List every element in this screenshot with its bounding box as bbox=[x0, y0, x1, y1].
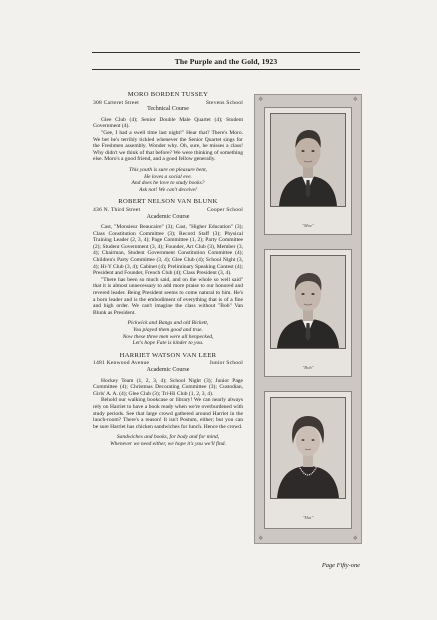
page-header: The Purple and the Gold, 1923 bbox=[174, 57, 278, 66]
corner-ornament-icon: ❖ bbox=[352, 536, 358, 542]
student-name: HARRIET WATSON VAN LEER bbox=[119, 351, 217, 359]
address-line bbox=[93, 207, 243, 214]
activities-paragraph: Glee Club (4); Senior Double Male Quartet (4); Student Government (4). bbox=[93, 116, 243, 130]
verse bbox=[93, 434, 243, 447]
verse-line: He loves a social eve. bbox=[144, 173, 192, 180]
photo-frame-hat bbox=[264, 391, 352, 529]
student-name: MORO BORDEN TUSSEY bbox=[127, 91, 209, 98]
activities-paragraph: Hockey Team (1, 2, 3, 4); School Night (3); Junior Page Committee (4); Christmas Decorating Committee (3); Custodian, Girls' A. A. (4); Glee Club (3); Tri-Hi Club (1, 2, 3, 4). bbox=[93, 377, 243, 397]
portrait-photo bbox=[270, 255, 346, 349]
portrait-photo bbox=[270, 397, 346, 499]
verse-line: Pickwick and Bangs and old Bickett, bbox=[127, 320, 209, 327]
corner-ornament-icon: ❖ bbox=[258, 97, 264, 103]
former-school: Stevens School bbox=[205, 99, 243, 106]
corner-ornament-icon: ❖ bbox=[258, 536, 264, 542]
photo-nickname: "Moe" bbox=[301, 223, 315, 228]
entry-tussey bbox=[93, 92, 243, 193]
verse-line: Ask not! We can't deceive! bbox=[139, 186, 197, 193]
verse-line: This youth is sure on pleasure bent, bbox=[129, 166, 207, 173]
young-woman-portrait-icon bbox=[271, 398, 345, 498]
header-top-rule bbox=[92, 52, 360, 53]
entry-van-blunk bbox=[93, 199, 243, 346]
corner-ornament-icon: ❖ bbox=[352, 97, 358, 103]
photo-frame-bob bbox=[264, 249, 352, 377]
photo-nickname: "Hat" bbox=[302, 515, 314, 520]
description-paragraph: "There has been so much said, and on the whole so well said" that it is almost unnecessary to add more praise to our honored and revered leader. Being President seems to come natural to him. He's a born leader and is the embodiment of everything that is of a fine and high order. We can't imagine the class without "Bob" Van Blunk as President. bbox=[93, 276, 243, 316]
photo-nickname: "Bob" bbox=[302, 365, 314, 370]
course-name: Technical Course bbox=[147, 106, 189, 113]
verse-line: You played them good and true. bbox=[133, 327, 203, 333]
verse bbox=[93, 320, 243, 346]
young-man-portrait-icon bbox=[271, 114, 345, 206]
verse-line: Now these three men were all henpecked, bbox=[122, 333, 214, 340]
activities-paragraph: Cast, "Monsieur Beaucaire" (3); Cast, "Higher Education" (3); Class Constitution Committee (3); Record Staff (3); Physical Training Leader (2, 3, 4); Page Committee (1, 2); Party Committee (2); Student Government (3, 4); Founder, Art Club (3), Member (3, 4); Chairman, Student Government Constitution Committee (4); Children's Party Committee (3, 4); Glee Club (4); School Night (3, 4); Hi-Y Club (3, 4); Cabinet (4); Preliminary Speaking Contest (4); President and Founder, French Club (4); Class President (3, 4). bbox=[93, 224, 243, 277]
verse-line: Sandwiches and books, for body and for mind, bbox=[116, 434, 220, 441]
street-address: 436 N. Third Street bbox=[93, 206, 141, 213]
portrait-photo bbox=[270, 113, 346, 207]
verse-line: Let's hope Fate is kinder to you. bbox=[132, 340, 204, 347]
entry-van-leer bbox=[93, 353, 243, 448]
student-name: ROBERT NELSON VAN BLUNK bbox=[118, 198, 218, 206]
verse-line: And does he love to study books? bbox=[131, 180, 205, 187]
course-name: Academic Course bbox=[146, 213, 190, 220]
address-line bbox=[93, 100, 243, 107]
photo-strip bbox=[254, 94, 362, 544]
verse-line: Whenever we need either, we hope it's you we'll find. bbox=[110, 440, 226, 447]
description-paragraph: Behold our walking bookcase or library! We can nearly always rely on Harriet to have a book ready when we're overburdened with study periods. See that large crowd gathered around Harriet in the lunch-room? There's a reason! It isn't Postum, either; but you can be sure Harriet has chicken sandwiches for lunch. Hence the crowd. bbox=[93, 397, 243, 430]
course-name: Academic Course bbox=[146, 366, 190, 373]
photo-frame-moe bbox=[264, 107, 352, 235]
former-school: Junior School bbox=[209, 360, 243, 367]
young-man-portrait-icon bbox=[271, 256, 345, 348]
former-school: Cooper School bbox=[206, 206, 243, 213]
verse bbox=[93, 167, 243, 193]
description-paragraph: "Gee, I had a swell time last night!" Hear that? There's Moro. We bet he's terribly tickled whenever the Senior Quartet sings for the Freshmen assembly. Wonder why. Oh, sure, he misses a class! Why didn't we think of that before? We were thinking of something else. Moro's a good friend, and a good fellow generally. bbox=[93, 129, 243, 163]
street-address: 308 Carteret Street bbox=[93, 99, 140, 106]
header-bottom-rule bbox=[92, 69, 360, 70]
page-number: Page Fifty-one bbox=[321, 562, 360, 569]
street-address: 1481 Kenwood Avenue bbox=[93, 360, 150, 367]
address-line bbox=[93, 360, 243, 367]
text-column bbox=[93, 92, 243, 454]
